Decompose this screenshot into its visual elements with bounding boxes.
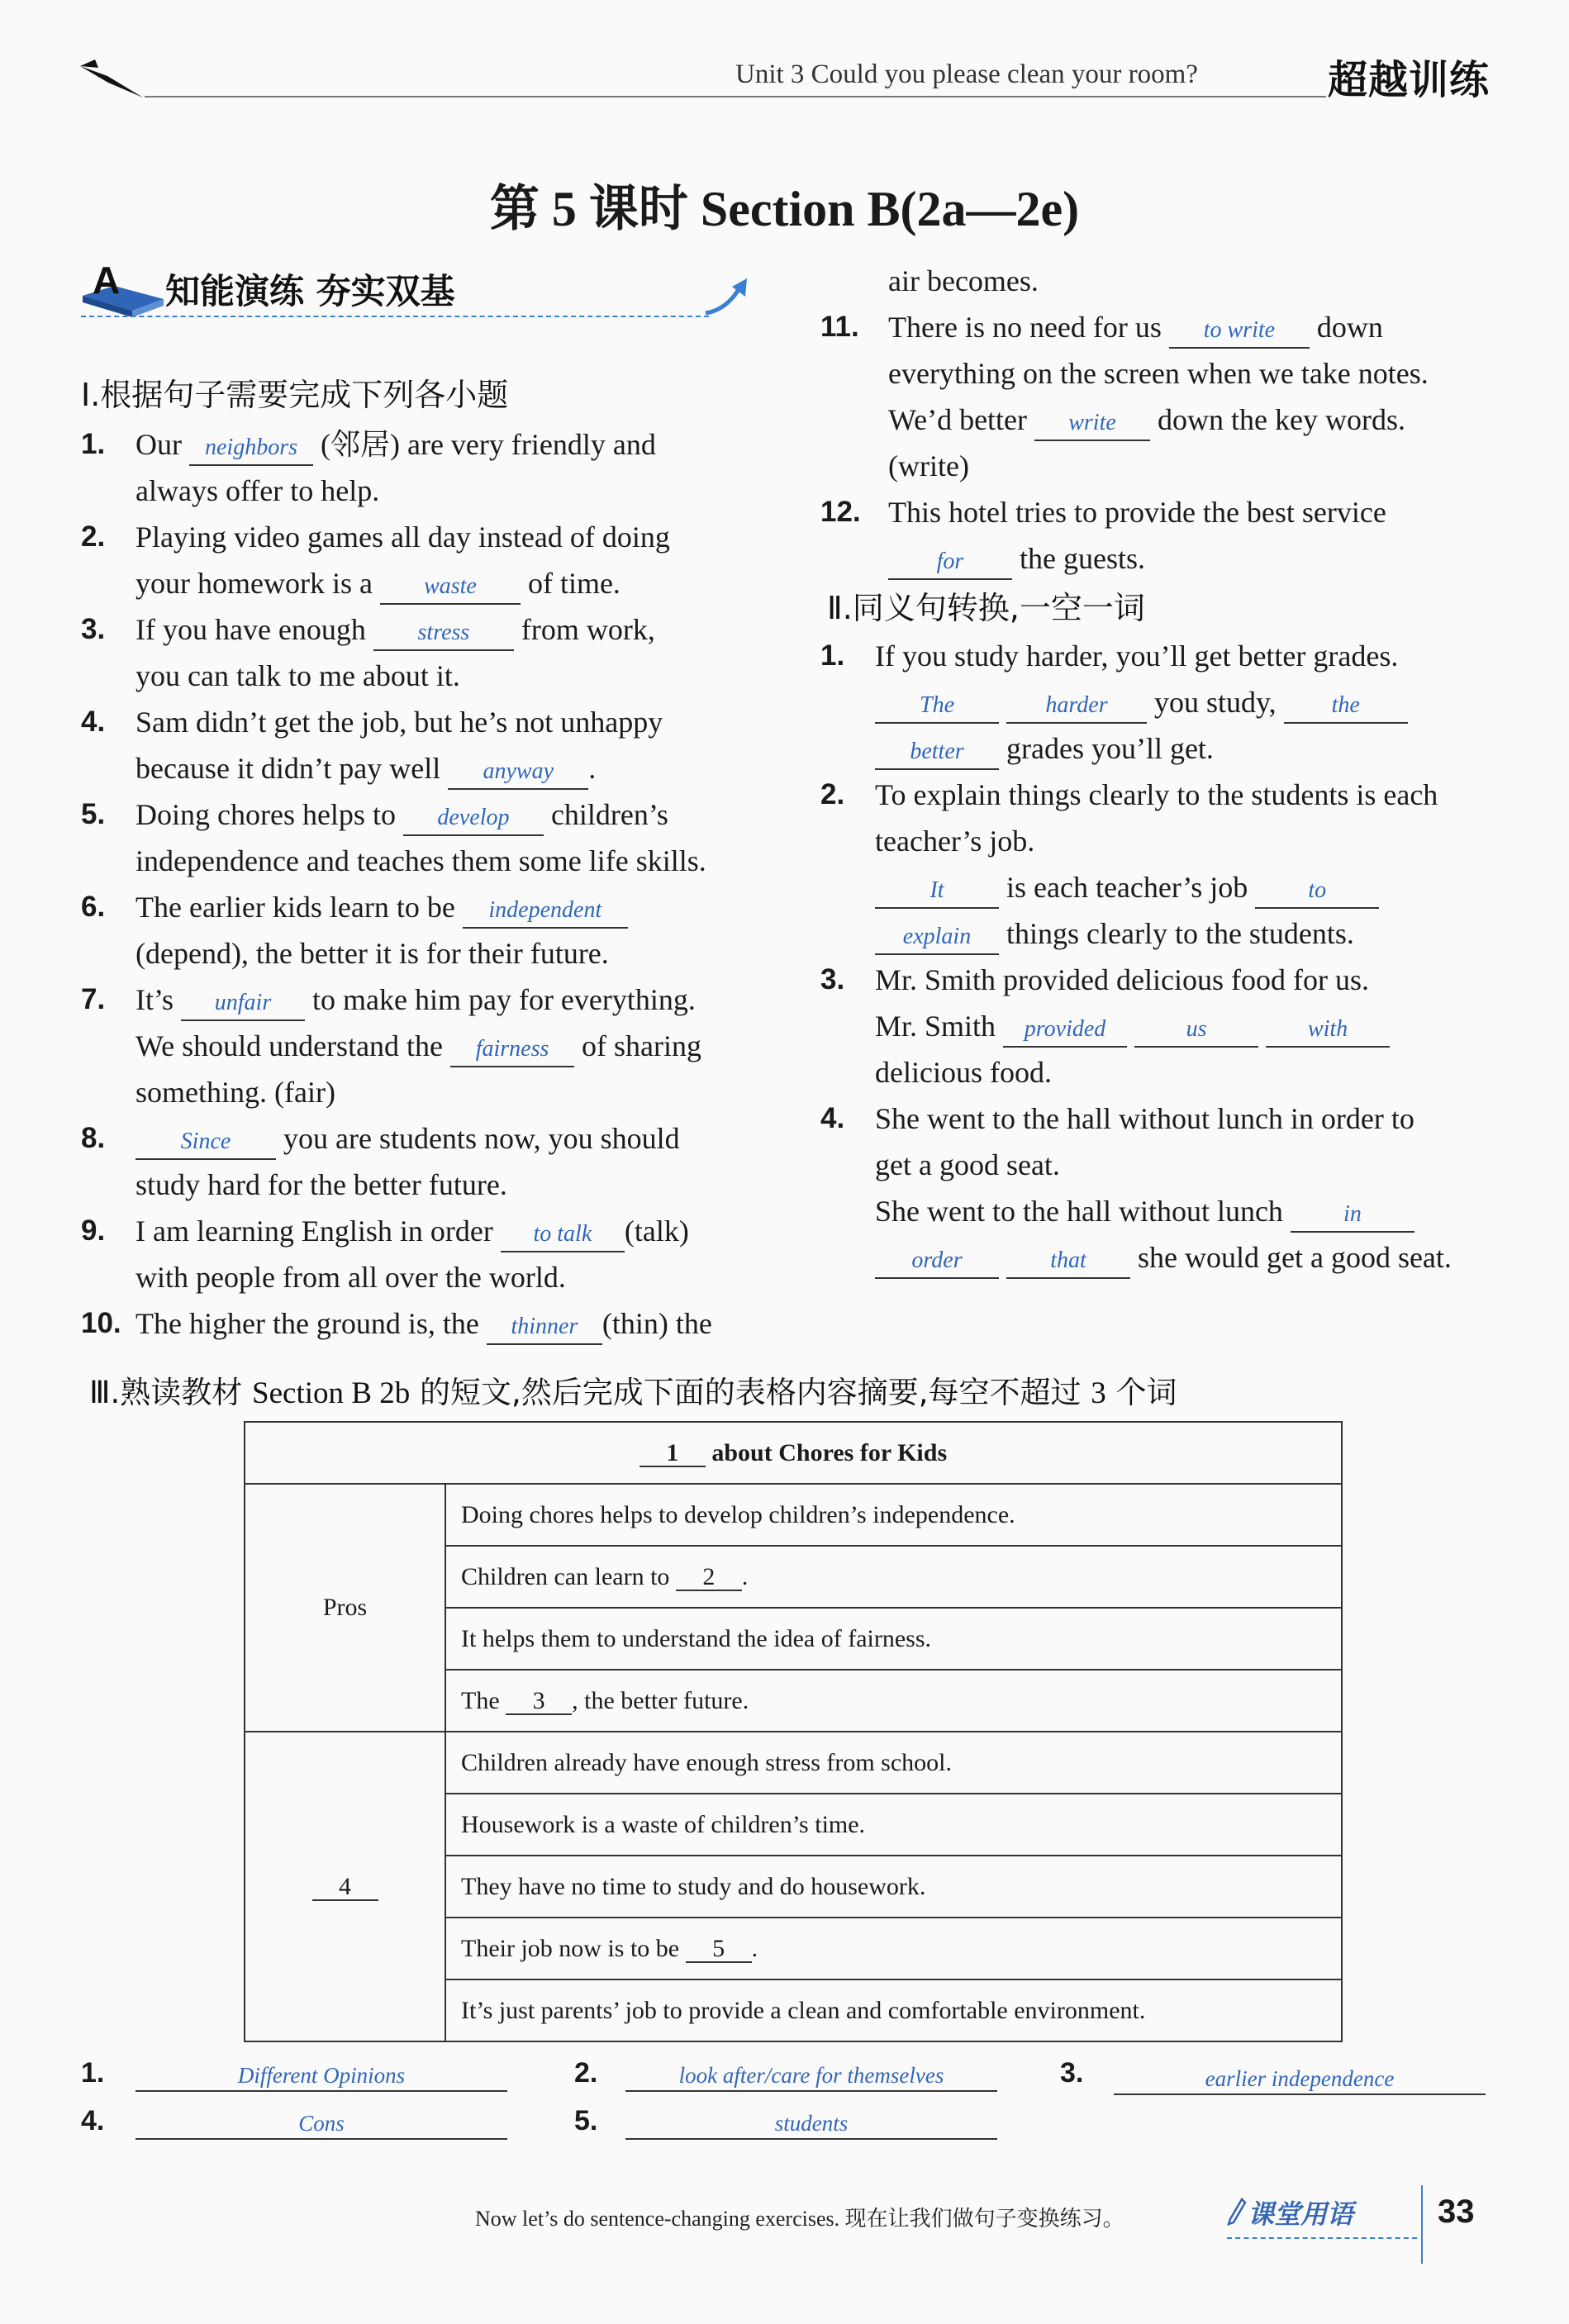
table-blank[interactable]: 5 <box>686 1937 752 1963</box>
final-answer-5: 5. students <box>574 2105 1004 2142</box>
answer-blank[interactable]: to write <box>1169 314 1310 349</box>
answer-blank[interactable]: in <box>1291 1198 1414 1233</box>
section-a-letter: A <box>93 259 121 302</box>
footer-divider <box>1421 2185 1423 2264</box>
table-row <box>245 1732 1342 1794</box>
rewrite-1: 1. If you study harder, you’ll get better grades. The harder you study, the better grades you’ll get. <box>820 633 1506 772</box>
answer-blank[interactable]: for <box>888 545 1012 580</box>
table-cell: They have no time to study and do housework. <box>445 1856 1342 1918</box>
header-rule <box>145 96 1326 97</box>
question-10-continued: air becomes. <box>888 264 1039 297</box>
table-row <box>245 1484 1342 1546</box>
table-cell: Their job now is to be 5 . <box>445 1918 1342 1979</box>
part2-title: Ⅱ.同义句转换,一空一词 <box>827 590 1145 626</box>
question-4: 4. Sam didn’t get the job, but he’s not unhappy because it didn’t pay well anyway . <box>81 699 767 791</box>
answer-blank[interactable]: It <box>875 874 999 909</box>
answer-blank[interactable]: explain <box>875 920 999 955</box>
part3-title: Ⅲ.熟读教材 Section B 2b 的短文,然后完成下面的表格内容摘要,每空不超过 3 个词 <box>89 1375 1177 1410</box>
question-9: 9. I am learning English in order to talk (talk) with people from all over the world. <box>81 1214 689 1294</box>
question-5: 5. Doing chores helps to develop children’s independence and teaches them some life skills. <box>81 798 706 877</box>
answer-blank[interactable]: independent <box>463 894 628 929</box>
answer-blank[interactable]: The <box>875 689 999 724</box>
question-12: 12. This hotel tries to provide the best service for the guests. <box>820 489 1506 582</box>
table-blank[interactable]: 2 <box>676 1565 742 1591</box>
answer-blank[interactable]: harder <box>1006 689 1147 724</box>
footer-brand: 课堂用语 <box>1248 2198 1354 2230</box>
answer-blank[interactable]: to <box>1255 874 1379 909</box>
table-cell: It’s just parents’ job to provide a clean and comfortable environment. <box>445 1979 1342 2041</box>
cons-label <box>245 1732 445 2041</box>
answer-blank[interactable]: anyway <box>448 755 588 790</box>
table-header: 1 about Chores for Kids <box>245 1422 1342 1484</box>
lesson-title: 第 5 课时 Section B(2a—2e) <box>489 182 1080 236</box>
answer-blank[interactable]: neighbors <box>189 431 313 466</box>
answer-blank[interactable]: waste <box>380 570 521 605</box>
table-cell: Children already have enough stress from school. <box>445 1732 1342 1794</box>
question-10: 10. The higher the ground is, the thinner (thin) the <box>81 1300 767 1347</box>
table-blank[interactable]: 3 <box>506 1689 572 1715</box>
pen-icon <box>1227 2198 1247 2226</box>
table-blank[interactable]: 1 <box>639 1441 706 1467</box>
question-2: 2. Playing video games all day instead of doing your homework is a waste of time. <box>81 514 767 606</box>
final-answer-2: 2. look after/care for themselves <box>574 2057 1004 2094</box>
header-brand: 超越训练 <box>1328 57 1491 103</box>
part1-title: Ⅰ.根据句子需要完成下列各小题 <box>81 377 509 413</box>
question-1: 1. Our neighbors (邻居) are very friendly and always offer to help. <box>81 428 656 507</box>
left-column <box>81 372 767 1347</box>
footer-rule <box>1227 2237 1417 2239</box>
right-column <box>820 258 1506 1281</box>
back-arrow-icon <box>78 58 145 99</box>
answer-blank[interactable]: the <box>1284 689 1408 724</box>
answer-blank[interactable]: fairness <box>450 1033 574 1067</box>
table-row <box>245 1422 1342 1484</box>
answer-blank[interactable]: develop <box>403 801 544 836</box>
answer-blank[interactable]: us <box>1134 1013 1258 1048</box>
answer-blank[interactable]: order <box>875 1244 999 1279</box>
answer-blank[interactable]: to talk <box>501 1218 625 1252</box>
answer-blank[interactable]: earlier independence <box>1114 2064 1486 2095</box>
pros-label: Pros <box>245 1484 445 1732</box>
table-cell: Doing chores helps to develop children’s independence. <box>445 1484 1342 1546</box>
question-3: 3. If you have enough stress from work, you can talk to me about it. <box>81 613 655 692</box>
summary-table <box>244 1421 1343 2042</box>
answer-blank[interactable]: Cons <box>136 2108 507 2140</box>
answer-blank[interactable]: students <box>625 2108 997 2140</box>
section-a-rule <box>81 316 709 317</box>
footer-phrase: Now let’s do sentence-changing exercises. 现在让我们做句子变换练习。 <box>475 2207 1124 2231</box>
final-answer-3: 3. earlier independence <box>1060 2057 1490 2094</box>
question-6: 6. The earlier kids learn to be independent (depend), the better it is for their future. <box>81 884 767 977</box>
header-unit-title: Unit 3 Could you please clean your room? <box>735 59 1198 89</box>
answer-blank[interactable]: look after/care for themselves <box>625 2060 997 2092</box>
answer-blank[interactable]: better <box>875 735 999 770</box>
final-answer-4: 4. Cons <box>81 2105 511 2142</box>
answer-blank[interactable]: unfair <box>181 986 305 1021</box>
final-answer-1: 1. Different Opinions <box>81 2057 511 2094</box>
table-cell: The 3 , the better future. <box>445 1670 1342 1732</box>
table-cell: Children can learn to 2 . <box>445 1546 1342 1608</box>
rewrite-4: 4. She went to the hall without lunch in order to get a good seat. She went to the hall without lunch in order that she would get a good seat. <box>820 1095 1506 1281</box>
answer-blank[interactable]: with <box>1266 1013 1390 1048</box>
question-11: 11. There is no need for us to write down everything on the screen when we take notes. We’d better write down the key words. (write) <box>820 311 1429 482</box>
rewrite-2: 2. To explain things clearly to the students is each teacher’s job. It is each teacher’s job to explain things clearly to the students. <box>820 772 1506 957</box>
table-cell: It helps them to understand the idea of fairness. <box>445 1608 1342 1670</box>
answer-blank[interactable]: stress <box>373 616 514 651</box>
rewrite-3: 3. Mr. Smith provided delicious food for us. Mr. Smith provided us with delicious food. <box>820 957 1506 1095</box>
answer-blank[interactable]: Different Opinions <box>136 2060 507 2092</box>
curved-arrow-icon <box>702 277 752 318</box>
question-7: 7. It’s unfair to make him pay for everything. We should understand the fairness of sharing something. (fair) <box>81 983 701 1109</box>
answer-blank[interactable]: that <box>1006 1244 1130 1279</box>
section-a-title: 知能演练 夯实双基 <box>165 271 455 311</box>
answer-blank[interactable]: provided <box>1003 1013 1127 1048</box>
answer-blank[interactable]: thinner <box>487 1310 602 1345</box>
page-number: 33 <box>1438 2193 1475 2230</box>
answer-blank[interactable]: Since <box>136 1125 276 1160</box>
table-cell: Housework is a waste of children’s time. <box>445 1794 1342 1856</box>
answer-blank[interactable]: write <box>1034 406 1150 441</box>
question-8: 8. Since you are students now, you should study hard for the better future. <box>81 1122 680 1201</box>
table-blank[interactable]: 4 <box>312 1875 378 1901</box>
